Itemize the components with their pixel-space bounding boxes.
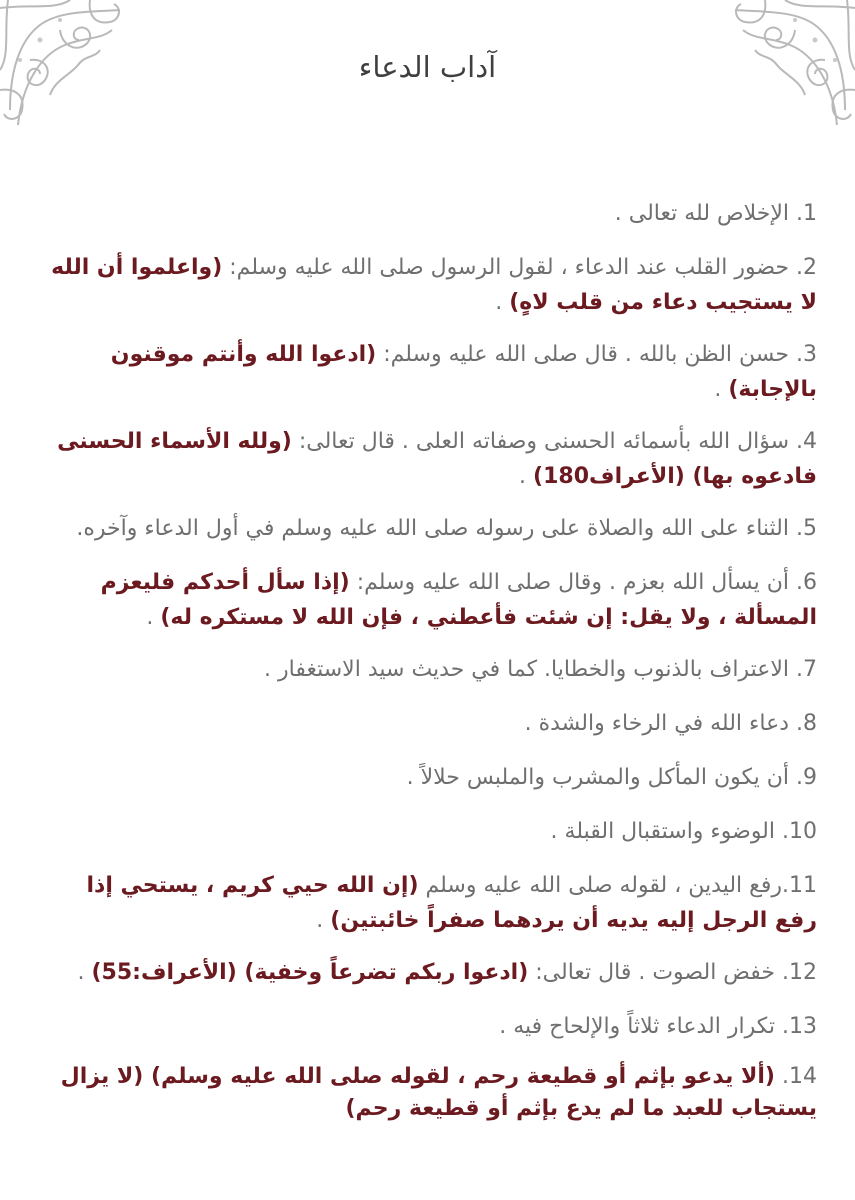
quran-quote: (ادعوا ربكم تضرعاً وخفية) (الأعراف:55) (91, 960, 529, 985)
list-item (37, 1061, 817, 1125)
hadith-quote: (إذا سأل أحدكم فليعزم المسألة ، ولا يقل: إن شئت فأعطني ، فإن الله لا مستكره له) (100, 570, 817, 630)
page-title: آداب الدعاء (358, 50, 497, 84)
item-number: 2. (789, 255, 817, 280)
hadith-quote: (ادعوا الله وأنتم موقنون بالإجابة) (110, 342, 817, 402)
item-text: الاعتراف بالذنوب والخطايا. كما في حديث سيد الاستغفار . (264, 657, 789, 682)
list-item (37, 424, 817, 494)
item-tail: . (714, 377, 729, 402)
item-number: 5. (789, 516, 817, 541)
list-item (37, 706, 817, 741)
item-number: 11. (782, 873, 817, 898)
item-text: حسن الظن بالله . قال صلى الله عليه وسلم: (376, 342, 789, 367)
item-text: أن يسأل الله بعزم . وقال صلى الله عليه وسلم: (349, 570, 789, 595)
item-number: 12. (775, 960, 817, 985)
item-tail: . (77, 960, 92, 985)
item-text: سؤال الله بأسمائه الحسنى وصفاته العلى . قال تعالى: (291, 429, 789, 454)
item-number: 14. (775, 1064, 817, 1089)
list-item (37, 511, 817, 546)
item-number: 7. (789, 657, 817, 682)
item-number: 4. (789, 429, 817, 454)
item-number: 3. (789, 342, 817, 367)
hadith-quote: (واعلموا أن الله لا يستجيب دعاء من قلب لاهٍ) (51, 255, 817, 315)
item-text: حضور القلب عند الدعاء ، لقول الرسول صلى الله عليه وسلم: (222, 255, 789, 280)
item-text: دعاء الله في الرخاء والشدة . (524, 711, 789, 736)
item-tail: . (316, 908, 331, 933)
item-text: رفع اليدين ، لقوله صلى الله عليه وسلم (418, 873, 782, 898)
quran-quote: (ولله الأسماء الحسنى فادعوه بها) (الأعراف180) (57, 429, 817, 489)
list-item (37, 955, 817, 990)
item-number: 10. (775, 819, 817, 844)
item-text: الثناء على الله والصلاة على رسوله صلى الله عليه وسلم في أول الدعاء وآخره. (76, 516, 789, 541)
item-text: الإخلاص لله تعالى . (614, 201, 789, 226)
hadith-quote: (ألا يدعو بإثم أو قطيعة رحم ، لقوله صلى الله عليه وسلم) (لا يزال يستجاب للعبد ما لم يدع بإثم أو قطيعة رحم) (60, 1064, 817, 1121)
item-tail: . (146, 605, 161, 630)
item-number: 9. (789, 765, 817, 790)
list-item (37, 760, 817, 795)
list-item (37, 565, 817, 635)
list-item (37, 196, 817, 231)
item-number: 1. (789, 201, 817, 226)
etiquette-list (37, 196, 817, 1125)
list-item (37, 814, 817, 849)
item-number: 6. (789, 570, 817, 595)
item-text: خفض الصوت . قال تعالى: (528, 960, 775, 985)
item-text: أن يكون المأكل والمشرب والملبس حلالاً . (406, 765, 789, 790)
item-number: 8. (789, 711, 817, 736)
item-tail: . (495, 290, 510, 315)
item-text: الوضوء واستقبال القبلة . (550, 819, 775, 844)
list-item (37, 250, 817, 320)
item-number: 13. (775, 1014, 817, 1039)
hadith-quote: (إن الله حيي كريم ، يستحي إذا رفع الرجل إليه يديه أن يردهما صفراً خائبتين) (86, 873, 817, 933)
list-item (37, 1009, 817, 1044)
list-item (37, 652, 817, 687)
list-item (37, 337, 817, 407)
list-item (37, 868, 817, 938)
item-tail: . (519, 464, 534, 489)
item-text: تكرار الدعاء ثلاثاً والإلحاح فيه . (499, 1014, 775, 1039)
